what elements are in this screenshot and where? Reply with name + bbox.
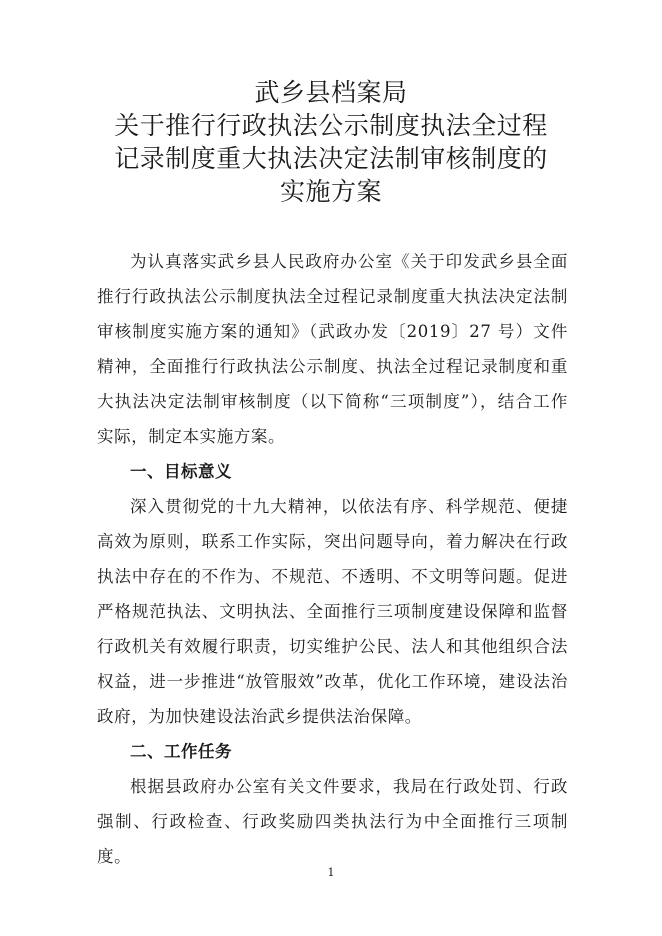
section-paragraph-tasks: 根据县政府办公室有关文件要求，我局在行政处罚、行政强制、行政检查、行政奖励四类执法行为中全面推行三项制度。 [97, 777, 568, 866]
section-paragraph-objectives: 深入贯彻党的十九大精神，以依法有序、科学规范、便捷高效为原则，联系工作实际，突出问题导向，着力解决在行政执法中存在的不作为、不规范、不透明、不文明等问题。促进严格规范执法、文明执法、全面推行三项制度建设保障和监督行政机关有效履行职责，切实维护公民、法人和其他组织合法权益，进一步推进“放管服效”改革，优化工作环境，建设法治政府，为加快建设法治武乡提供法治保障。 [97, 497, 568, 726]
section-heading-tasks: 二、工作任务 [130, 742, 232, 761]
title-line-2: 关于推行行政执法公示制度执法全过程 [114, 111, 548, 140]
title-line-agency: 武乡县档案局 [254, 78, 408, 107]
section-heading-objectives: 一、目标意义 [130, 462, 232, 481]
document-title [0, 76, 662, 208]
page-number: 1 [327, 866, 335, 879]
document-body [97, 244, 568, 874]
title-line-3: 记录制度重大执法决定法制审核制度的 [114, 144, 548, 173]
intro-paragraph: 为认真落实武乡县人民政府办公室《关于印发武乡县全面推行行政执法公示制度执法全过程记录制度重大执法决定法制审核制度实施方案的通知》（武政办发〔2019〕27 号）文件精神，全面推行行政执法公示制度、执法全过程记录制度和重大执法决定法制审核制度（以下简称“三项制度”），结合工作实际，制定本实施方案。 [97, 252, 568, 446]
title-line-4: 实施方案 [279, 177, 382, 206]
